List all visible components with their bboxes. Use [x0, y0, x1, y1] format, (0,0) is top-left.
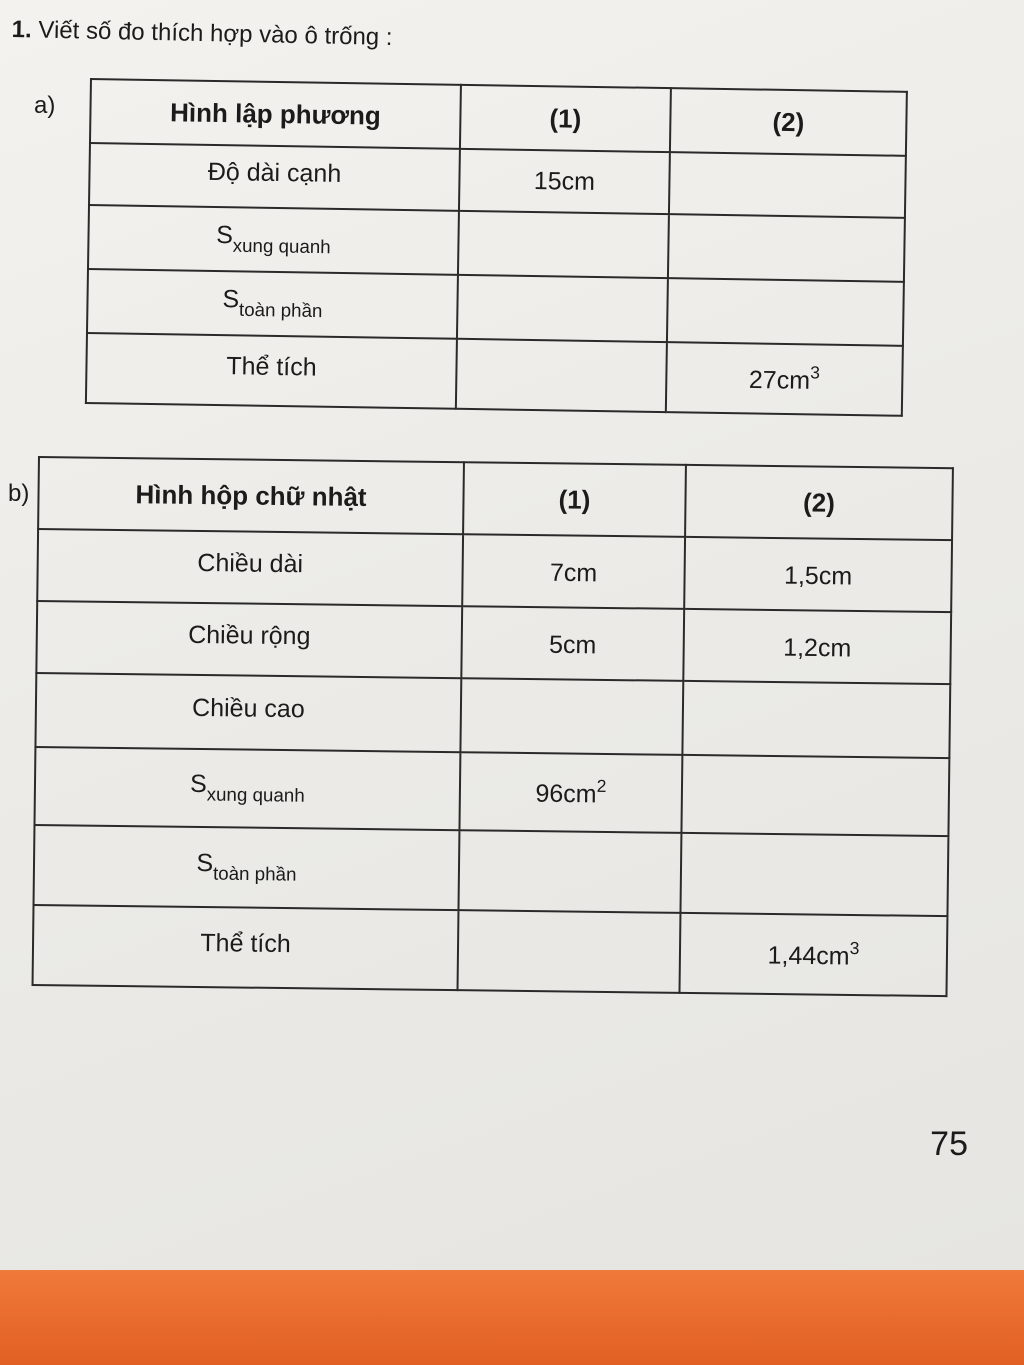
- row-col1[interactable]: [458, 830, 681, 913]
- cuboid-table: [32, 456, 954, 997]
- header-col2: (2): [685, 465, 953, 540]
- row-col1[interactable]: [458, 211, 669, 278]
- part-b-label: b): [8, 480, 30, 507]
- row-col2: 1,2cm: [683, 609, 951, 684]
- row-col2: $27cm^3$: [666, 342, 903, 416]
- header-col1: (1): [460, 85, 671, 152]
- row-col1: $96cm^2$: [459, 752, 682, 833]
- row-col2: $1,44cm^3$: [679, 913, 947, 996]
- row-label: $S_{xung quanh}$: [34, 747, 460, 830]
- header-title: Hình hộp chữ nhật: [38, 457, 464, 534]
- row-col2: 1,5cm: [684, 537, 952, 612]
- row-col1[interactable]: [460, 678, 683, 755]
- table-row: [34, 825, 949, 916]
- table-row: [35, 673, 950, 758]
- row-col1[interactable]: [456, 339, 667, 412]
- header-col2: (2): [670, 88, 907, 156]
- orange-binder-edge: [0, 1270, 1024, 1365]
- row-label: $S_{toàn phần}$: [87, 269, 458, 339]
- row-label: Thể tích: [86, 333, 457, 409]
- table-row: [34, 747, 949, 836]
- table-row: [86, 333, 903, 416]
- table-row: [37, 529, 952, 612]
- row-col2[interactable]: [682, 681, 950, 758]
- exercise-instruction: Viết số đo thích hợp vào ô trống :: [38, 16, 393, 51]
- header-col1: (1): [463, 462, 686, 537]
- page-number: 75: [930, 1125, 968, 1163]
- row-col2[interactable]: [668, 214, 905, 282]
- row-col2[interactable]: [669, 152, 906, 218]
- row-label: $S_{xung quanh}$: [88, 205, 459, 275]
- row-col1: 5cm: [461, 606, 684, 681]
- table-row: [33, 905, 948, 996]
- row-col2[interactable]: [680, 833, 948, 916]
- header-title: Hình lập phương: [90, 79, 461, 149]
- table-header-row: [38, 457, 953, 540]
- part-a-label: a): [34, 92, 56, 119]
- cube-table: [85, 78, 908, 417]
- row-col2[interactable]: [681, 755, 949, 836]
- row-col2[interactable]: [667, 278, 904, 346]
- row-label: Chiều dài: [37, 529, 463, 606]
- row-label: Chiều rộng: [36, 601, 462, 678]
- row-col1: 15cm: [459, 149, 670, 214]
- row-label: $S_{toàn phần}$: [34, 825, 460, 910]
- exercise-heading: [11, 16, 392, 52]
- row-col1: 7cm: [462, 534, 685, 609]
- row-label: Chiều cao: [35, 673, 461, 752]
- row-col1[interactable]: [457, 275, 668, 342]
- table-row: [36, 601, 951, 684]
- row-col1[interactable]: [458, 910, 681, 993]
- exercise-number: 1.: [11, 16, 33, 44]
- row-label: Độ dài cạnh: [89, 143, 460, 211]
- row-label: Thể tích: [33, 905, 459, 990]
